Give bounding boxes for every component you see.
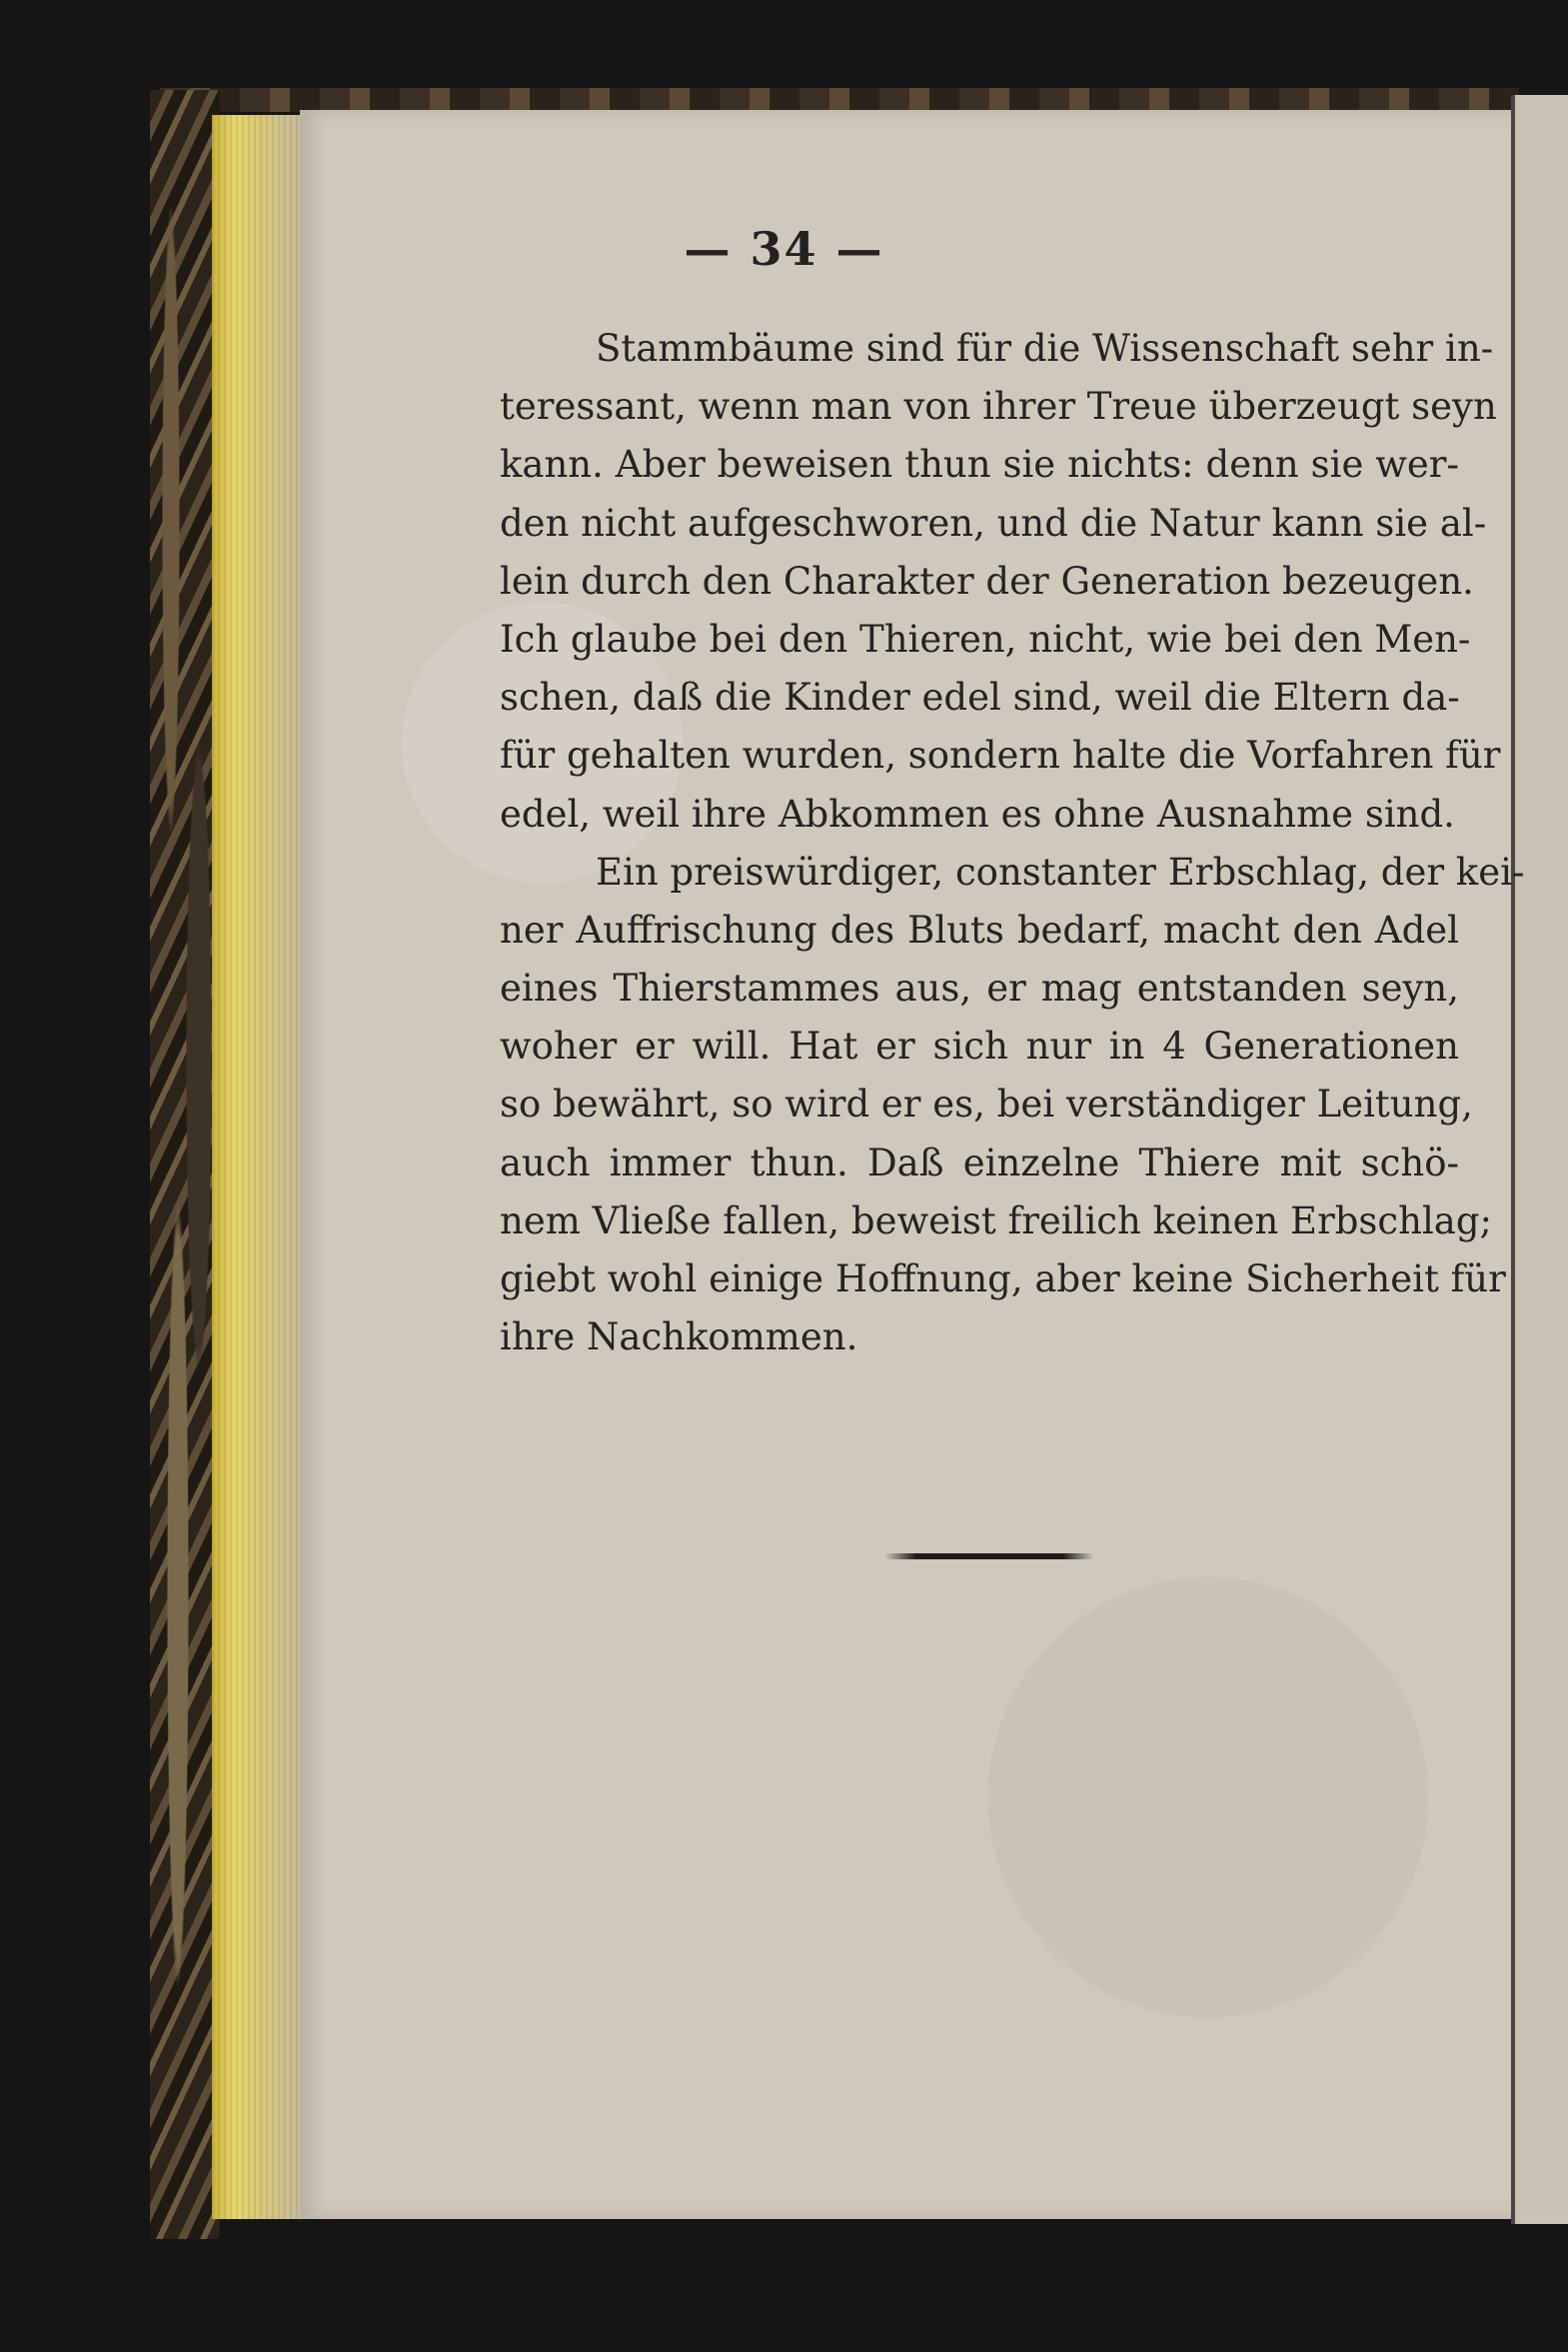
text-line: ner Auffrischung des Bluts bedarf, macht den Adel [500, 908, 1459, 952]
marbled-cover-edge [150, 90, 220, 2239]
page-number: — 34 — [684, 222, 884, 276]
adjacent-page-edge [1511, 95, 1568, 2224]
text-line: edel, weil ihre Abkommen es ohne Ausnahme sind. [500, 792, 1455, 836]
text-line: teressant, wenn man von ihrer Treue überzeugt seyn [500, 385, 1497, 429]
text-line: schen, daß die Kinder edel sind, weil die Eltern da- [500, 676, 1460, 720]
section-end-rule [884, 1553, 1094, 1559]
marbled-cover-top [160, 88, 1519, 112]
text-line: den nicht aufgeschworen, und die Natur kann sie al- [500, 501, 1487, 545]
text-line: lein durch den Charakter der Generation bezeugen. [500, 559, 1474, 603]
text-line: woher er will. Hat er sich nur in 4 Generationen [500, 1025, 1459, 1069]
text-line: ihre Nachkommen. [500, 1315, 858, 1359]
text-line: Ein preiswürdiger, constanter Erbschlag, der kei- [596, 850, 1525, 894]
text-line: eines Thierstammes aus, er mag entstanden seyn, [500, 967, 1459, 1011]
text-line: nem Vließe fallen, beweist freilich keinen Erbschlag; [500, 1198, 1493, 1242]
text-line: für gehalten wurden, sondern halte die Vorfahren für [500, 734, 1501, 778]
text-line: giebt wohl einige Hoffnung, aber keine Sicherheit für [500, 1257, 1506, 1300]
text-line: kann. Aber beweisen thun sie nichts: denn sie wer- [500, 443, 1459, 487]
text-line: auch immer thun. Daß einzelne Thiere mit schö- [500, 1141, 1459, 1184]
text-line: so bewährt, so wird er es, bei verständiger Leitung, [500, 1083, 1473, 1127]
text-line: Ich glaube bei den Thieren, nicht, wie bei den Men- [500, 617, 1471, 661]
body-text [500, 320, 1525, 1366]
text-line: Stammbäume sind für die Wissenschaft sehr in- [596, 327, 1494, 370]
